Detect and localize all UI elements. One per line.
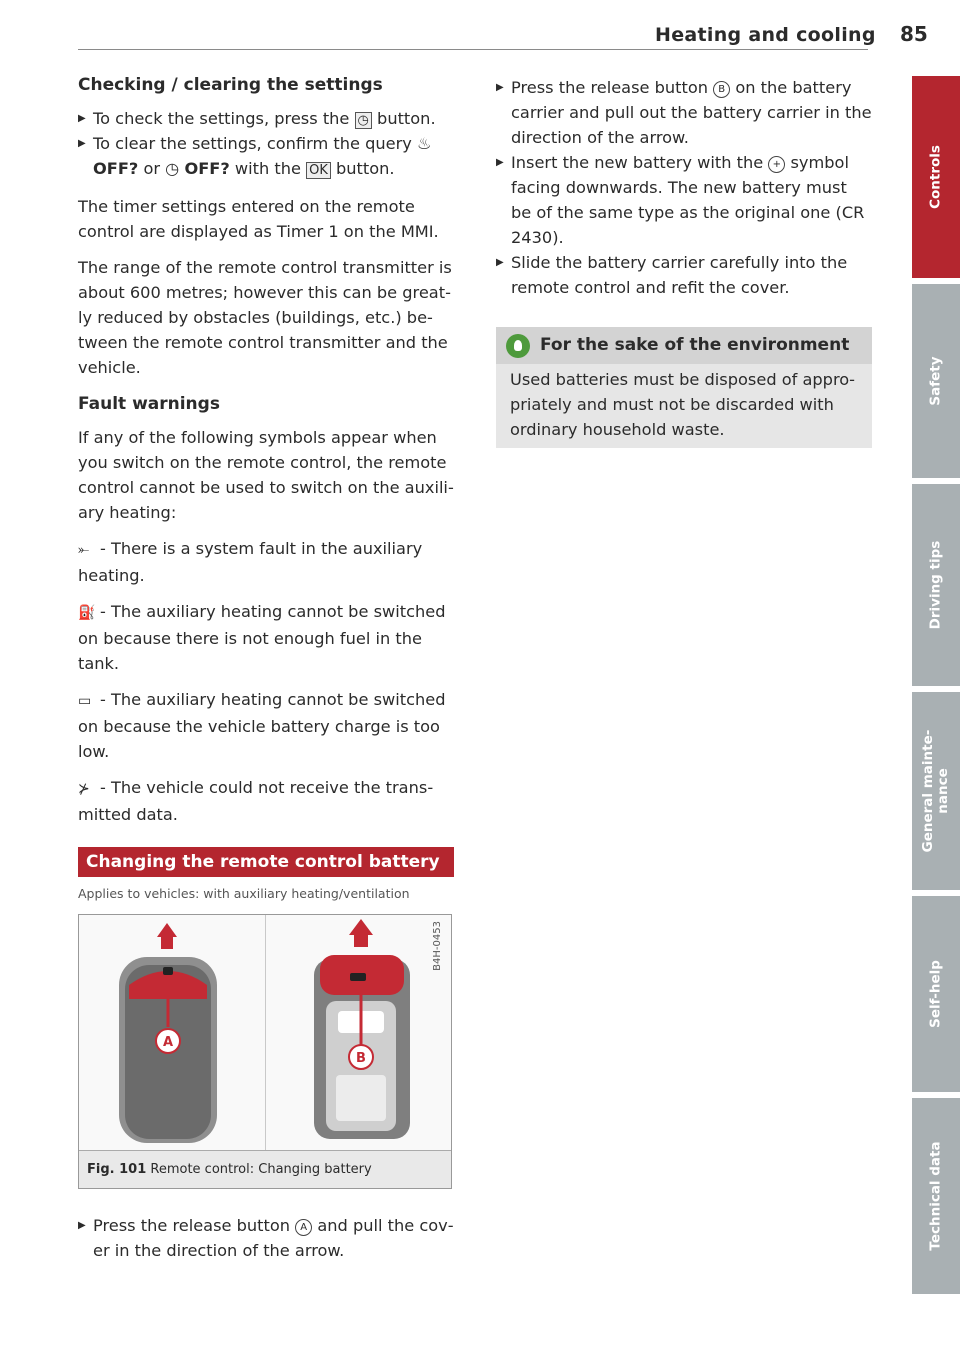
timer-icon: ◷ (165, 159, 180, 178)
remote-back-illustration (79, 915, 265, 1150)
side-tab-technical-data[interactable]: Technical data (912, 1098, 960, 1294)
callout-b-label: B (355, 1051, 366, 1066)
instruction-step: ▶ Press the release button A and pull the cover in the direction of the arrow. (78, 1213, 454, 1263)
fault-item-system: ⤜ - There is a system fault in the auxiliary heating. (78, 539, 423, 585)
checking-heading: Checking / clearing the settings (78, 75, 383, 95)
environment-text: Used batteries must be disposed of appropriately and must not be discarded with ordinary household waste. (510, 370, 855, 439)
range-paragraph: The range of the remote control transmitter is about 600 metres; however this can be greatly reduced by obstacles (buildings, etc.) between the remote control transmitter and the vehicle. (78, 258, 452, 377)
callout-a-label: A (162, 1035, 174, 1050)
environment-box (496, 327, 872, 448)
instruction-step: ▶ Insert the new battery with the + symbol facing downwards. The new battery must be of the same type as the original one (CR 2430). (496, 150, 872, 250)
left-column (78, 72, 454, 1263)
instruction-step: ▶ Slide the battery carrier carefully into the remote control and refit the cover. (496, 250, 872, 300)
side-tab-driving-tips[interactable]: Driving tips (912, 484, 960, 686)
callout-b-circle: B (713, 81, 730, 98)
side-tab-safety[interactable]: Safety (912, 284, 960, 478)
figure-caption: Fig. 101 Remote control: Changing battery (79, 1151, 451, 1188)
page-number: 85 (900, 22, 928, 46)
side-tab-controls[interactable]: Controls (912, 76, 960, 278)
header-divider (78, 49, 868, 50)
timer-button-icon: ◷ (355, 112, 372, 129)
battery-icon: ▭ (78, 693, 92, 709)
remote-cover-drawing (79, 915, 264, 1150)
fault-item-fuel: ⛽ - The auxiliary heating cannot be switched on because there is not enough fuel in the tank. (78, 602, 446, 673)
applies-to-note: Applies to vehicles: with auxiliary heating/ventilation (78, 886, 410, 901)
fault-heading: Fault warnings (78, 394, 220, 414)
step-triangle-icon: ▶ (78, 113, 86, 124)
no-signal-icon: ⊁ (78, 781, 90, 797)
environment-heading: For the sake of the environment (496, 327, 872, 364)
instruction-step: ▶ To clear the settings, confirm the query ♨ OFF? or ◷ OFF? with the OK button. (78, 131, 454, 181)
remote-open-illustration (265, 915, 452, 1150)
system-fault-icon: ⤜ (78, 542, 90, 558)
instruction-step: ▶ Press the release button B on the battery carrier and pull out the battery carrier in the direction of the arrow. (496, 75, 872, 150)
remote-battery-drawing (266, 915, 451, 1150)
ok-button-key: OK (306, 162, 331, 179)
step-triangle-icon: ▶ (78, 1220, 86, 1231)
side-tab-self-help[interactable]: Self-help (912, 896, 960, 1092)
callout-a-circle: A (295, 1219, 312, 1236)
heater-icon: ♨ (416, 134, 432, 153)
environment-leaf-icon (506, 334, 530, 358)
instruction-step: ▶ To check the settings, press the ◷ button. (78, 106, 454, 131)
figure-101 (78, 914, 452, 1189)
battery-section-title: Changing the remote control battery (78, 847, 454, 877)
side-tab-general-maintenance[interactable]: General mainte- nance (912, 692, 960, 890)
step-triangle-icon: ▶ (496, 257, 504, 268)
fault-item-battery: ▭ - The auxiliary heating cannot be switched on because the vehicle battery charge is too low. (78, 690, 446, 761)
step-triangle-icon: ▶ (78, 138, 86, 149)
figure-image (79, 915, 451, 1151)
figure-code: B4H-0453 (432, 921, 443, 971)
fault-intro: If any of the following symbols appear when you switch on the remote control, the remote control cannot be used to switch on the auxiliary heating: (78, 428, 454, 522)
running-header-title: Heating and cooling (655, 24, 876, 46)
right-column (496, 75, 872, 448)
fault-item-signal: ⊁ - The vehicle could not receive the transmitted data. (78, 778, 434, 824)
step-triangle-icon: ▶ (496, 82, 504, 93)
step-triangle-icon: ▶ (496, 157, 504, 168)
plus-symbol-icon: + (768, 156, 785, 173)
timer-paragraph: The timer settings entered on the remote control are displayed as Timer 1 on the MMI. (78, 197, 439, 241)
fuel-icon: ⛽ (78, 605, 96, 621)
